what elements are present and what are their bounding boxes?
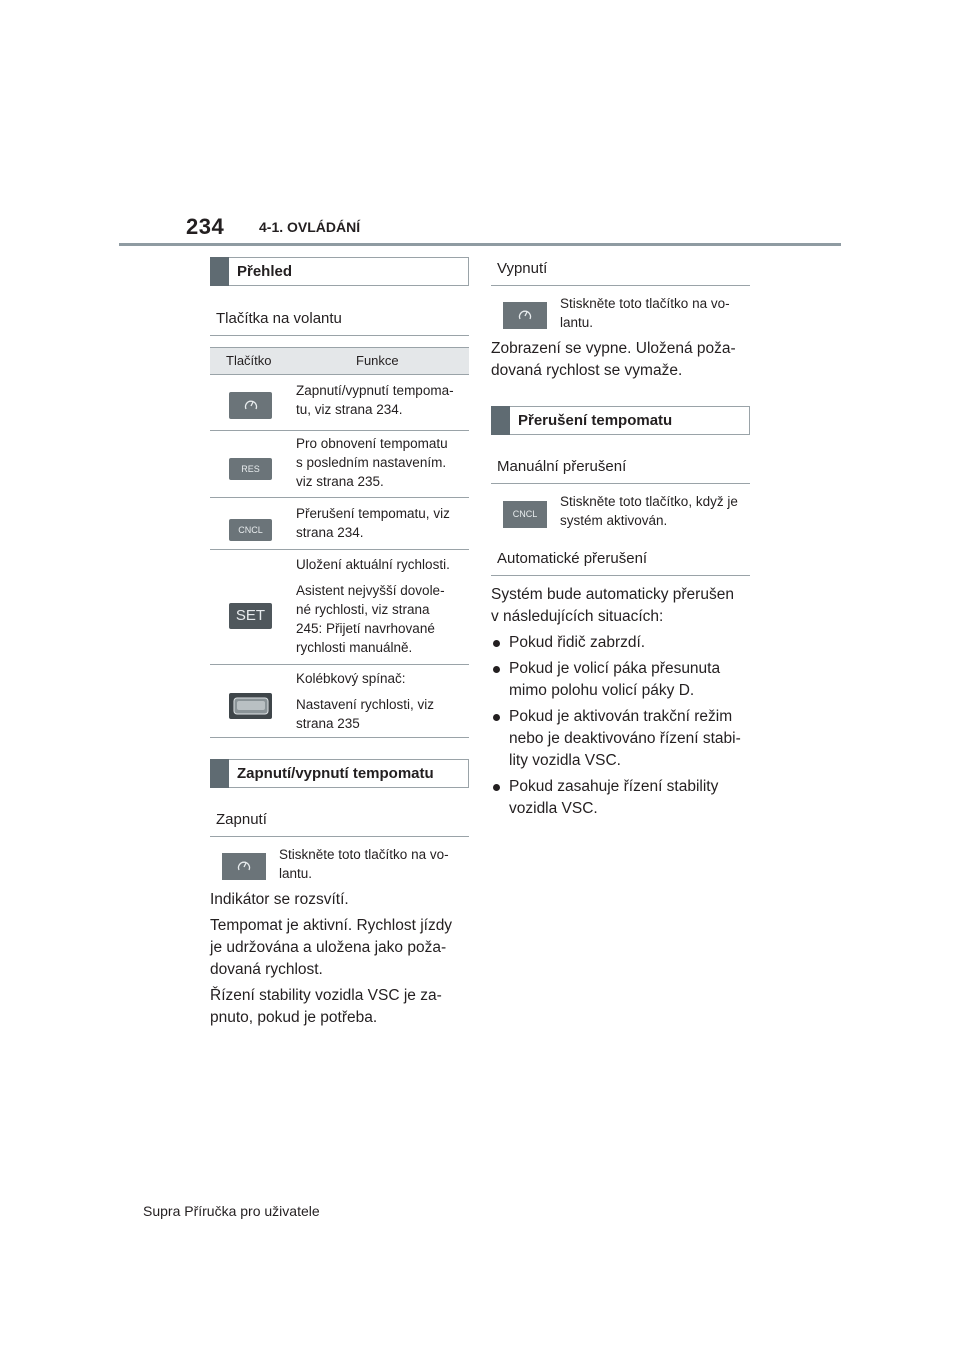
cncl-button: CNCL xyxy=(503,501,547,528)
off-heading: Vypnutí xyxy=(491,257,750,286)
right-column xyxy=(491,257,750,820)
paragraph: Systém bude automaticky přerušen v následujících situacích: xyxy=(491,586,734,625)
res-button: RES xyxy=(229,458,272,480)
wheel-buttons-heading: Tlačítka na volantu xyxy=(210,310,469,336)
paragraph: Indikátor se rozsvítí. xyxy=(210,891,349,908)
on-heading: Zapnutí xyxy=(210,811,469,837)
footer-text: Supra Příručka pro uživatele xyxy=(143,1203,320,1219)
cncl-button: CNCL xyxy=(229,519,272,541)
table-header: Tlačítko Funkce xyxy=(210,347,469,375)
cruise-control-icon xyxy=(222,853,266,880)
rocker-switch-icon xyxy=(229,693,272,719)
page-number: 234 xyxy=(186,214,225,239)
table-row: Kolébkový spínač: Nastavení rychlosti, viz strana 235 xyxy=(210,665,469,738)
table-row: RES Pro obnovení tempomatu s posledním nastavením. viz strana 235. xyxy=(210,431,469,498)
overview-heading: Přehled xyxy=(210,257,469,286)
manual-heading: Manuální přerušení xyxy=(491,458,750,484)
interrupt-heading: Přerušení tempomatu xyxy=(491,406,750,435)
paragraph: Tempomat je aktivní. Rychlost jízdy je udržována a uložena jako poža- dovaná rychlost. xyxy=(210,917,453,978)
list-item: Pokud je volicí páka přesunuta mimo polohu volicí páky D. xyxy=(491,658,750,702)
table-row: Zapnutí/vypnutí tempoma- tu, viz strana 234. xyxy=(210,375,469,431)
list-item: Pokud řidič zabrzdí. xyxy=(491,632,750,654)
cruise-control-icon xyxy=(503,302,547,329)
auto-heading: Automatické přerušení xyxy=(491,550,750,576)
table-row: SET Uložení aktuální rychlosti. Asistent nejvyšší dovole- né rychlosti, viz strana 245: Přijetí navrhované rychlosti manuálně. xyxy=(210,550,469,665)
list-item: Pokud zasahuje řízení stability vozidla VSC. xyxy=(491,776,750,820)
chapter-title: 4-1. OVLÁDÁNÍ xyxy=(259,219,361,235)
off-instruction: Stiskněte toto tlačítko na vo- lantu. xyxy=(491,286,750,338)
header-rule xyxy=(119,243,841,246)
paragraph: Zobrazení se vypne. Uložená poža- dovaná rychlost se vymaže. xyxy=(491,340,736,379)
list-item: Pokud je aktivován trakční režim nebo je deaktivováno řízení stabi- lity vozidla VSC. xyxy=(491,706,750,772)
cruise-control-icon xyxy=(229,392,272,419)
paragraph: Řízení stability vozidla VSC je za- pnuto, pokud je potřeba. xyxy=(210,987,442,1026)
on-instruction: Stiskněte toto tlačítko na vo- lantu. xyxy=(210,837,469,887)
on-off-heading: Zapnutí/vypnutí tempomatu xyxy=(210,759,469,788)
table-row: CNCL Přerušení tempomatu, viz strana 234. xyxy=(210,498,469,550)
left-column xyxy=(210,257,469,1029)
set-button: SET xyxy=(229,603,272,629)
manual-instruction: CNCL Stiskněte toto tlačítko, když je systém aktivován. xyxy=(491,484,750,538)
